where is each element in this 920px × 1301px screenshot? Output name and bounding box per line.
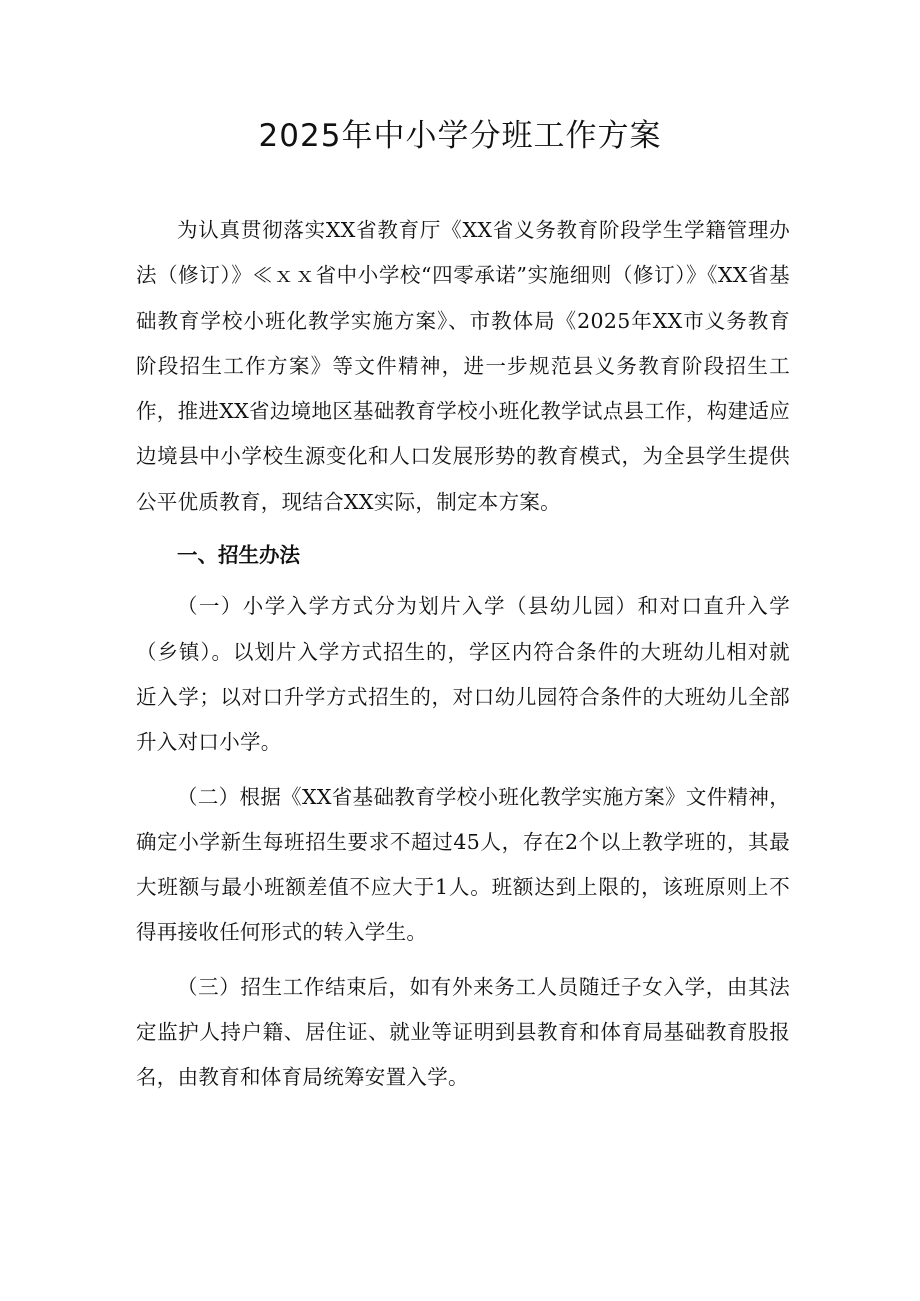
- section-heading: 一、招生办法: [177, 543, 300, 568]
- page-title: 2025年中小学分班工作方案: [258, 118, 662, 154]
- section-paragraph-1: （一）小学入学方式分为划片入学（县幼儿园）和对口直升入学（乡镇）。以划片入学方式招生的，学区内符合条件的大班幼儿相对就近入学；以对口升学方式招生的，对口幼儿园符合条件的大班幼儿全部升入对口小学。: [136, 594, 790, 755]
- section-paragraph-2: （二）根据《XX省基础教育学校小班化教学实施方案》文件精神，确定小学新生每班招生要求不超过45人，存在2个以上教学班的，其最大班额与最小班额差值不应大于1人。班额达到上限的，该班原则上不得再接收任何形式的转入学生。: [136, 784, 790, 945]
- section-paragraph-3: （三）招生工作结束后，如有外来务工人员随迁子女入学，由其法定监护人持户籍、居住证、就业等证明到县教育和体育局基础教育股报名，由教育和体育局统筹安置入学。: [136, 974, 790, 1090]
- intro-paragraph: 为认真贯彻落实XX省教育厅《XX省义务教育阶段学生学籍管理办法（修订）》≪ｘｘ省中小学校“四零承诺”实施细则（修订）》《XX省基础教育学校小班化教学实施方案》、市教体局《2025年XX市义务教育阶段招生工作方案》等文件精神，进一步规范县义务教育阶段招生工作，推进XX省边境地区基础教育学校小班化教学试点县工作，构建适应边境县中小学校生源变化和人口发展形势的教育模式，为全县学生提供公平优质教育，现结合XX实际，制定本方案。: [136, 218, 790, 514]
- document-body: [136, 208, 790, 1101]
